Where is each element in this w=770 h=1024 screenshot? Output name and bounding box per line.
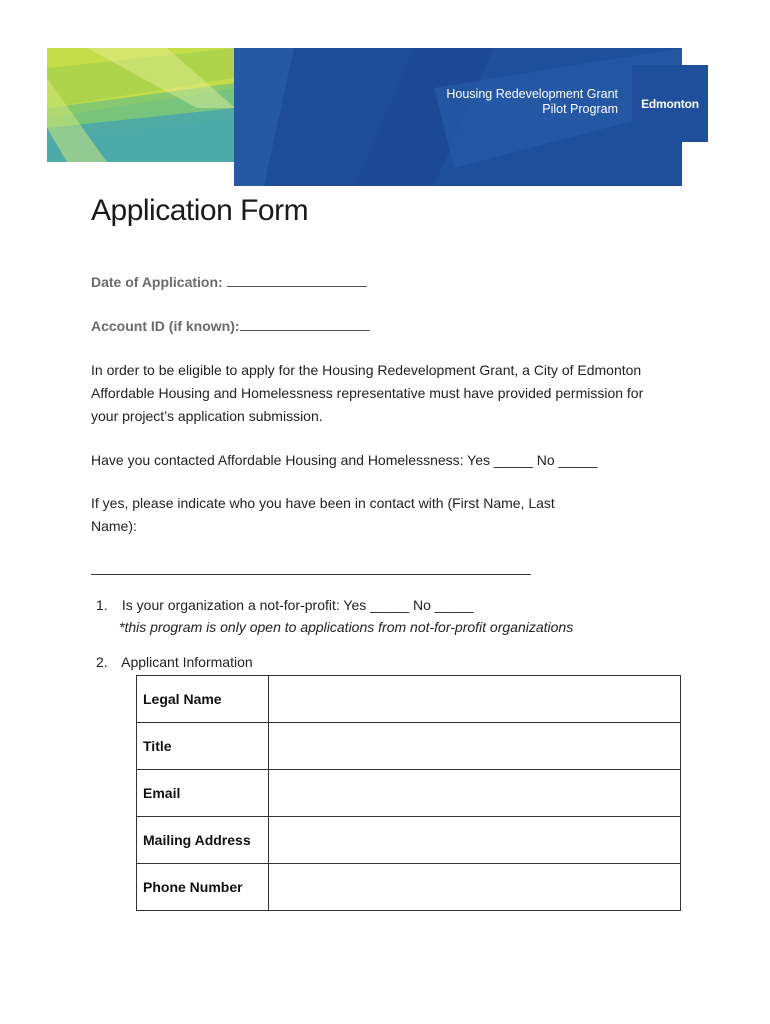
phone-number-field[interactable] [269, 864, 681, 911]
page-title: Application Form [91, 194, 309, 227]
table-row [137, 770, 681, 817]
date-of-application [91, 274, 367, 290]
header-banner [234, 48, 682, 186]
date-blank[interactable] [227, 274, 367, 287]
program-title-line1: Housing Redevelopment Grant [446, 87, 618, 101]
question-2-text: Applicant Information [121, 654, 253, 670]
account-id [91, 318, 370, 334]
legal-name-field[interactable] [269, 676, 681, 723]
applicant-info-table [136, 675, 681, 911]
email-field[interactable] [269, 770, 681, 817]
question-2-number: 2. [96, 654, 108, 670]
email-label: Email [137, 770, 269, 817]
table-row [137, 817, 681, 864]
nfp-note: *this program is only open to applications from not-for-profit organizations [119, 619, 574, 635]
header-graphic [47, 48, 235, 162]
legal-name-label: Legal Name [137, 676, 269, 723]
mailing-address-label: Mailing Address [137, 817, 269, 864]
mailing-address-field[interactable] [269, 817, 681, 864]
contact-name-blank[interactable] [91, 574, 531, 575]
title-field[interactable] [269, 723, 681, 770]
eligibility-paragraph: In order to be eligible to apply for the Housing Redevelopment Grant, a City of Edmonton Affordable Housing and Homelessness representative must have provided permission for your project’s application submission. [91, 362, 644, 424]
date-label: Date of Application: [91, 274, 223, 290]
title-label: Title [137, 723, 269, 770]
contact-prompt: If yes, please indicate who you have been in contact with (First Name, Last Name): [91, 495, 555, 534]
edmonton-logo: Edmonton [632, 65, 708, 142]
program-title [358, 87, 618, 117]
contacted-question: Have you contacted Affordable Housing and Homelessness: Yes _____ No _____ [91, 452, 598, 468]
account-label: Account ID (if known): [91, 318, 240, 334]
program-title-line2: Pilot Program [542, 102, 618, 116]
question-1-text: Is your organization a not-for-profit: Yes _____ No _____ [121, 597, 474, 613]
table-row [137, 864, 681, 911]
account-blank[interactable] [240, 318, 370, 331]
question-1-number: 1. [96, 597, 108, 613]
table-row [137, 676, 681, 723]
phone-number-label: Phone Number [137, 864, 269, 911]
question-2 [96, 651, 253, 674]
question-1 [96, 594, 474, 617]
table-row [137, 723, 681, 770]
